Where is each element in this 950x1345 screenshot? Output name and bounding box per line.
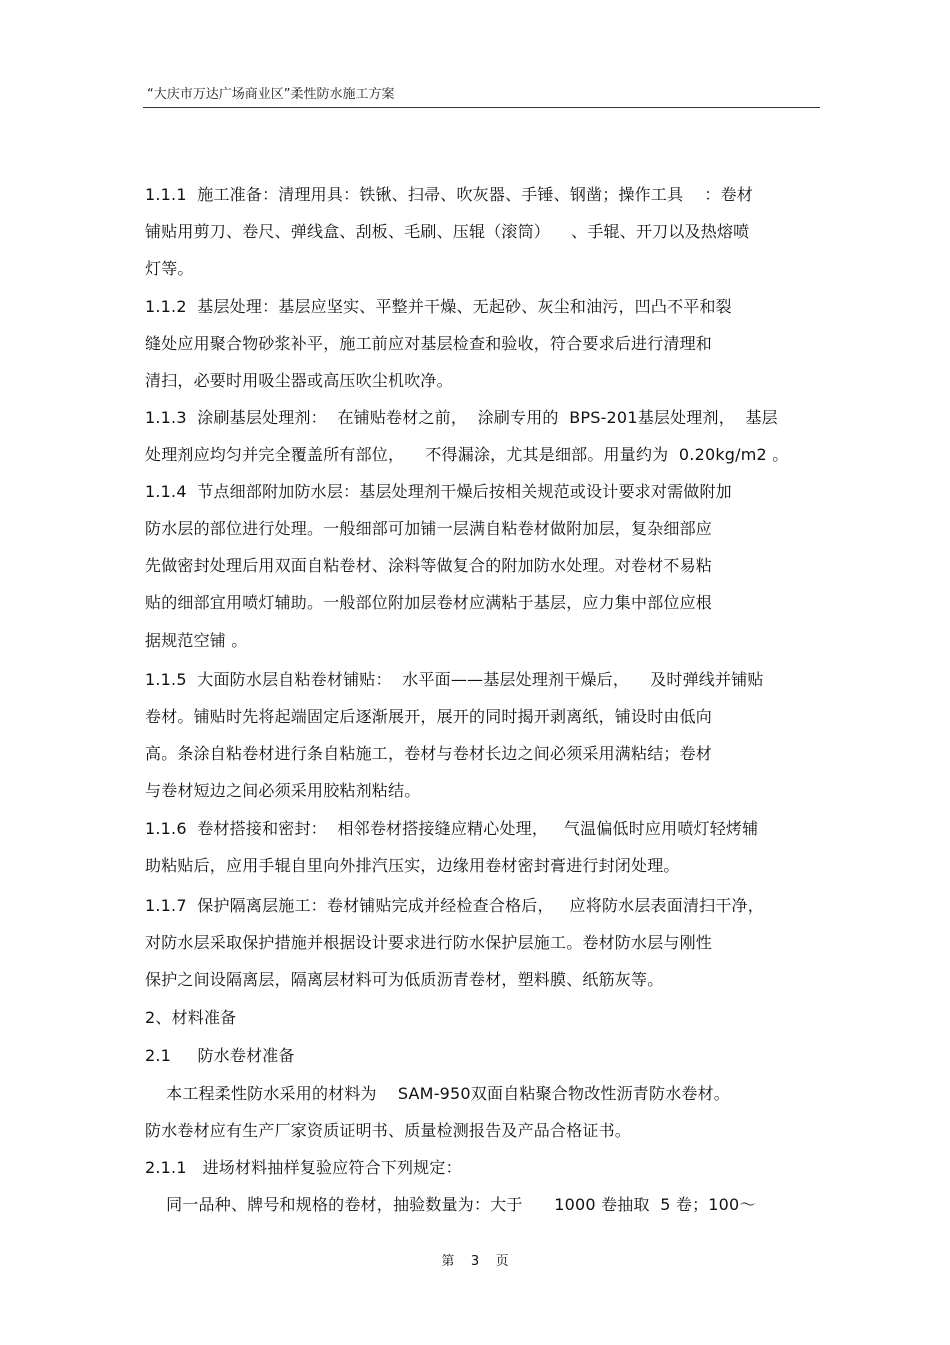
body-text-line: 1.1.7 保护隔离层施工：卷材铺贴完成并经检查合格后， 应将防水层表面清扫干净， [145, 896, 764, 915]
body-text-line: 同一品种、牌号和规格的卷材，抽验数量为：大于 1000 卷抽取 5 卷；100～ [145, 1195, 756, 1214]
body-text-line: 处理剂应均匀并完全覆盖所有部位， 不得漏涂，尤其是细部。用量约为 0.20kg/m2 。 [145, 445, 789, 464]
body-text-line: 1.1.4 节点细部附加防水层：基层处理剂干燥后按相关规范或设计要求对需做附加 [145, 482, 732, 501]
body-text-line: 1.1.2 基层处理：基层应坚实、平整并干燥、无起砂、灰尘和油污，凹凸不平和裂 [145, 297, 732, 316]
body-text-line: 铺贴用剪刀、卷尺、弹线盒、刮板、毛刷、压辊（滚筒） 、手辊、开刀以及热熔喷 [145, 222, 750, 241]
body-text-line: 据规范空铺 。 [145, 631, 248, 650]
body-text-line: 本工程柔性防水采用的材料为 SAM-950双面自粘聚合物改性沥青防水卷材。 [145, 1084, 731, 1103]
body-text-line: 贴的细部宜用喷灯辅助。一般部位附加层卷材应满粘于基层，应力集中部位应根 [145, 593, 713, 612]
body-text-line: 卷材。铺贴时先将起端固定后逐渐展开，展开的同时揭开剥离纸，铺设时由低向 [145, 707, 713, 726]
body-text-line: 2.1 防水卷材准备 [145, 1046, 295, 1065]
body-text-line: 1.1.6 卷材搭接和密封： 相邻卷材搭接缝应精心处理， 气温偏低时应用喷灯轻烤辅 [145, 819, 759, 838]
body-text-line: 2.1.1 进场材料抽样复验应符合下列规定： [145, 1158, 462, 1177]
body-text-line: 1.1.3 涂刷基层处理剂： 在铺贴卷材之前， 涂刷专用的 BPS-201基层处理剂， 基层 [145, 408, 778, 427]
body-text-line: 防水层的部位进行处理。一般细部可加铺一层满自粘卷材做附加层，复杂细部应 [145, 519, 713, 538]
body-text-line: 2、材料准备 [145, 1008, 237, 1027]
page-number: 第 3 页 [441, 1254, 509, 1269]
body-text-line: 与卷材短边之间必须采用胶粘剂粘结。 [145, 781, 421, 800]
body-text-line: 1.1.1 施工准备：清理用具：铁锹、扫帚、吹灰器、手锤、钢凿；操作工具 ：卷材 [145, 185, 754, 204]
body-text-line: 防水卷材应有生产厂家资质证明书、质量检测报告及产品合格证书。 [145, 1121, 632, 1140]
body-text-line: 灯等。 [145, 259, 194, 278]
body-text-line: 清扫，必要时用吸尘器或高压吹尘机吹净。 [145, 371, 453, 390]
body-text-line: 先做密封处理后用双面自粘卷材、涂料等做复合的附加防水处理。对卷材不易粘 [145, 556, 713, 575]
body-text-line: 缝处应用聚合物砂浆补平，施工前应对基层检查和验收，符合要求后进行清理和 [145, 334, 713, 353]
body-text-line: 保护之间设隔离层，隔离层材料可为低质沥青卷材，塑料膜、纸筋灰等。 [145, 970, 664, 989]
body-text-line: 对防水层采取保护措施并根据设计要求进行防水保护层施工。卷材防水层与刚性 [145, 933, 713, 952]
body-text-line: 1.1.5 大面防水层自粘卷材铺贴： 水平面——基层处理剂干燥后， 及时弹线并铺贴 [145, 670, 764, 689]
body-text-line: 助粘贴后，应用手辊自里向外排汽压实，边缘用卷材密封膏进行封闭处理。 [145, 856, 680, 875]
body-text-line: 高。条涂自粘卷材进行条自粘施工，卷材与卷材长边之间必须采用满粘结；卷材 [145, 744, 713, 763]
header-divider [143, 107, 820, 108]
page-header-title: “大庆市万达广场商业区”柔性防水施工方案 [147, 87, 395, 102]
